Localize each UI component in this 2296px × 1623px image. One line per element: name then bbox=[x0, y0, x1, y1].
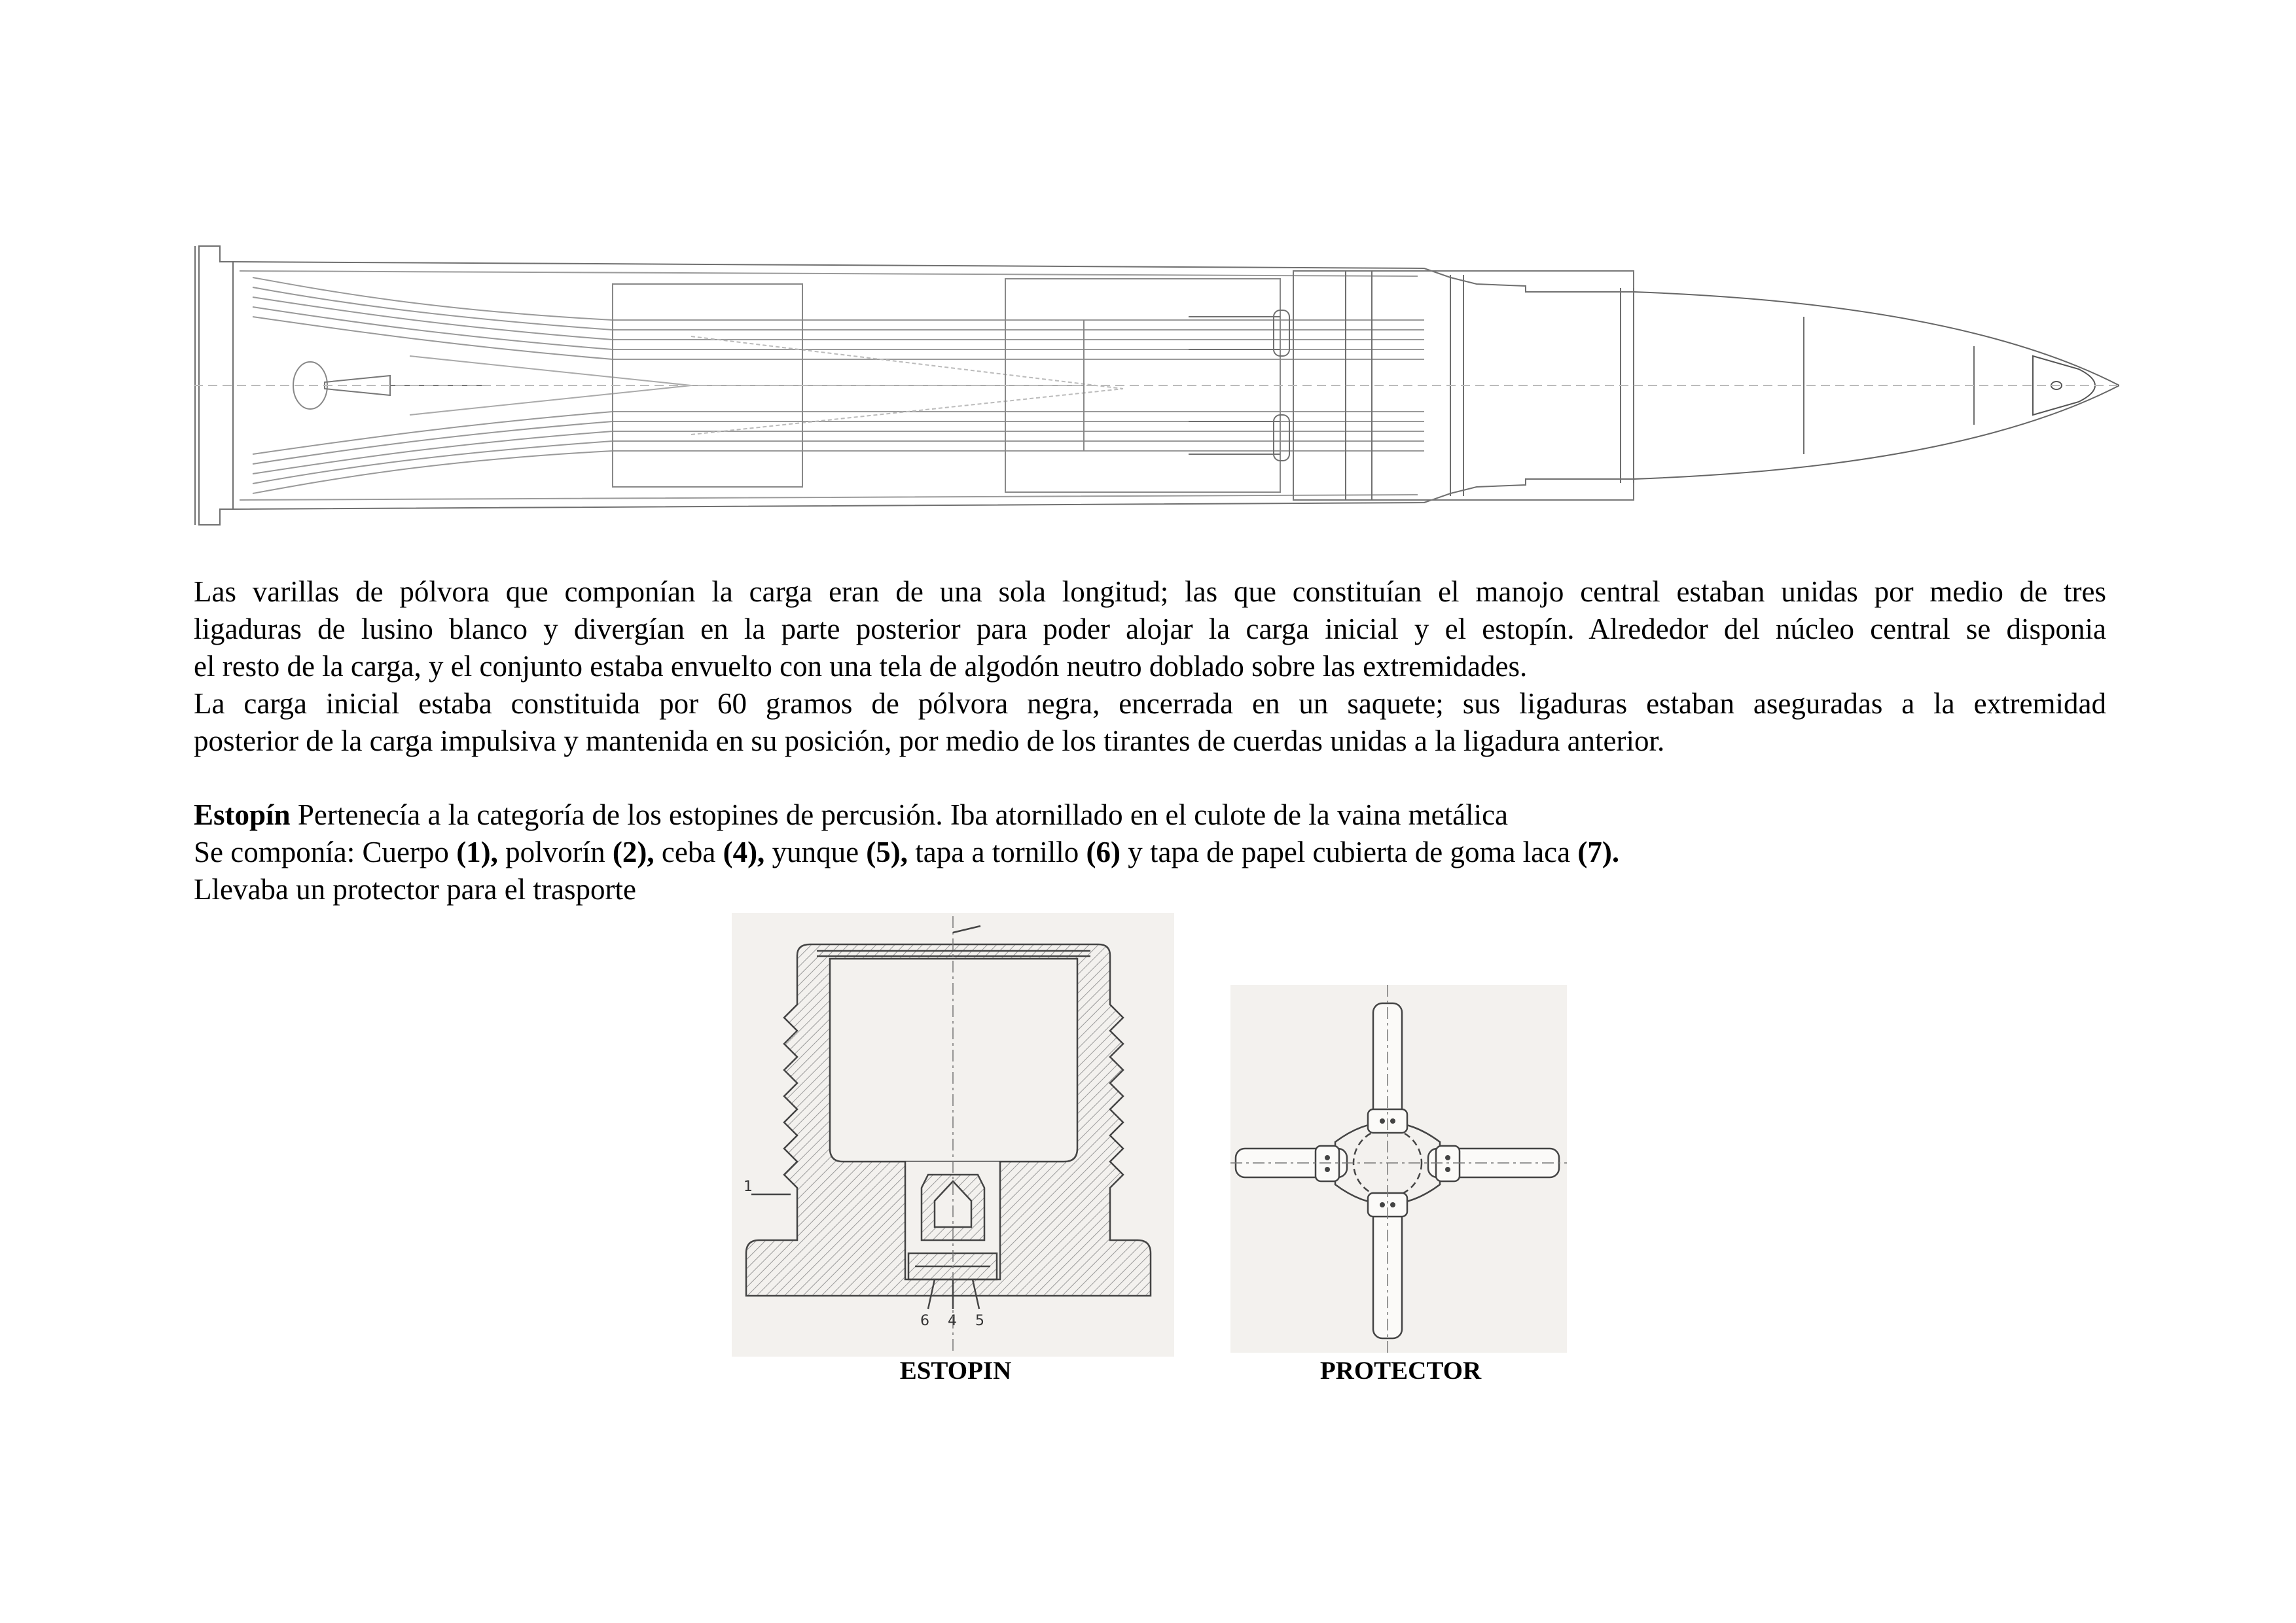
part-number: (7). bbox=[1577, 836, 1620, 868]
part-label: tapa a tornillo bbox=[908, 836, 1086, 868]
paragraph-initial-charge bbox=[194, 685, 2106, 760]
text-line: posterior de la carga impulsiva y mantenida en su posición, por medio de los tirantes de cuerdas unidas a la ligadura anterior. bbox=[194, 724, 1665, 757]
paragraph-estopin bbox=[194, 796, 2106, 908]
part-label: polvorín bbox=[497, 836, 613, 868]
label-4: 4 bbox=[948, 1313, 957, 1329]
text-line: La carga inicial estaba constituida por 60 gramos de pólvora negra, encerrada en un saquete; sus ligaduras estaban aseguradas a la extremidad bbox=[194, 687, 2106, 720]
estopin-intro-line bbox=[194, 796, 2106, 834]
text-line: Las varillas de pólvora que componían la carga eran de una sola longitud; las que constituían el manojo central estaban unidas por medio de tres bbox=[194, 575, 2106, 608]
part-label: yunque bbox=[764, 836, 867, 868]
estopin-heading: Estopín bbox=[194, 798, 291, 831]
part-number: (5), bbox=[866, 836, 908, 868]
label-6: 6 bbox=[920, 1313, 929, 1329]
estopin-description: Pertenecía a la categoría de los estopines de percusión. Iba atornillado en el culote de la vaina metálica bbox=[290, 798, 1509, 831]
cartridge-section-drawing bbox=[194, 238, 2119, 533]
part-number: (6) bbox=[1086, 836, 1121, 868]
part-label: y tapa de papel cubierta de goma laca bbox=[1120, 836, 1578, 868]
text-block bbox=[194, 573, 2106, 908]
parts-prefix: Se componía: Cuerpo bbox=[194, 836, 457, 868]
part-number: (2), bbox=[612, 836, 655, 868]
part-number: (4), bbox=[723, 836, 765, 868]
part-label: ceba bbox=[654, 836, 723, 868]
paragraph-powder-charge bbox=[194, 573, 2106, 685]
text-line: el resto de la carga, y el conjunto estaba envuelto con una tela de algodón neutro doblado sobre las extremidades. bbox=[194, 650, 1528, 683]
protector-line: Llevaba un protector para el trasporte bbox=[194, 873, 636, 906]
text-line: ligaduras de lusino blanco y divergían en la parte posterior para poder alojar la carga inicial y el estopín. Alrededor del núcleo central se disponia bbox=[194, 613, 2106, 645]
estopin-parts-line bbox=[194, 834, 2106, 871]
label-5: 5 bbox=[975, 1313, 984, 1329]
protector-caption: PROTECTOR bbox=[1319, 1357, 1482, 1385]
label-1: 1 bbox=[744, 1179, 753, 1195]
estopin-caption: ESTOPIN bbox=[899, 1357, 1012, 1385]
part-number: (1), bbox=[456, 836, 498, 868]
estopin-drawing bbox=[732, 913, 1174, 1357]
protector-drawing bbox=[1230, 985, 1567, 1353]
